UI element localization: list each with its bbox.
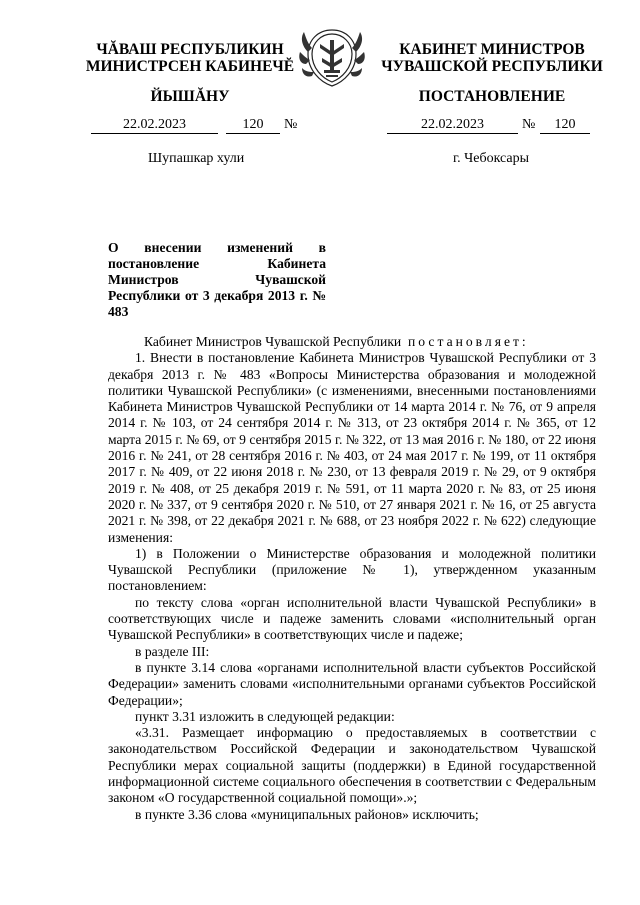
header-left-line1: ЧĂВАШ РЕСПУБЛИКИН — [96, 41, 284, 58]
left-number: 120 — [242, 117, 264, 132]
emblem-icon — [296, 24, 368, 92]
header-left-org — [70, 41, 310, 75]
paragraph-3: по тексту слова «орган исполнительной власти Чувашской Республики» в соответствующих числе и падеже заменить словами «исполнительный орган Чувашской Республики» в соответствующих числе и падеже; — [108, 594, 596, 643]
header-left-doc-type: ЙЫШĂНУ — [150, 88, 230, 105]
paragraph-6: пункт 3.31 изложить в следующей редакции: — [135, 708, 395, 724]
paragraph-8: в пункте 3.36 слова «муниципальных районов» исключить; — [135, 806, 479, 822]
paragraph-7: «3.31. Размещает информацию о предоставляемых в соответствии с законодательством Российской Федерации и законодательством Чувашской Республики мерах социальной защиты (поддержки) в Единой государственной информационной системе социального обеспечения в соответствии с Федеральным законом «О государственной социальной помощи».»; — [108, 725, 596, 806]
paragraph-1: 1. Внести в постановление Кабинета Министров Чувашской Республики от 3 декабря 2013 г. № 483 «Вопросы Министерства образования и молодежной политики Чувашской Республики» (с изменениями, внесенными постановлениями Кабинета Министров Чувашской Республики от 14 марта 2014 г. № 76, от 9 апреля 2014 г. № 103, от 24 сентября 2014 г. № 313, от 23 октября 2014 г. № 365, от 12 марта 2015 г. № 69, от 9 сентября 2015 г. № 322, от 13 мая 2016 г. № 180, от 22 июня 2016 г. № 241, от 28 сентября 2016 г. № 403, от 24 мая 2017 г. № 199, от 11 октября 2017 г. № 409, от 22 июня 2018 г. № 230, от 13 февраля 2019 г. № 29, от 9 октября 2019 г. № 408, от 25 декабря 2019 г. № 591, от 11 марта 2020 г. № 83, от 25 июня 2020 г. № 337, от 9 сентября 2020 г. № 510, от 27 января 2021 г. № 16, от 25 августа 2021 г. № 398, от 22 декабря 2021 г. № 688, от 23 ноября 2022 г. № 622) следующие изменения: — [108, 350, 596, 545]
paragraph-4: в разделе III: — [135, 643, 210, 659]
paragraph-2: 1) в Положении о Министерстве образования и молодежной политики Чувашской Республики (приложение № 1), утвержденном указанным постановлением: — [108, 545, 596, 594]
paragraph-5: в пункте 3.14 слова «органами исполнительной власти субъектов Российской Федерации» заменить словами «исполнительными органами субъектов Российской Федерации»; — [108, 659, 596, 708]
header-left-line2: МИНИСТРСЕН КАБИНЕЧĔ — [85, 58, 295, 75]
left-number-sign: № — [284, 117, 298, 132]
header-right-org — [372, 41, 612, 75]
right-city: г. Чебоксары — [453, 151, 530, 166]
left-date: 22.02.2023 — [123, 117, 186, 132]
intro-text: Кабинет Министров Чувашской Республики — [144, 334, 402, 349]
document-title: О внесении изменений в постановление Кабинета Министров Чувашской Республики от 3 декабря 2013 г. № 483 — [108, 240, 326, 319]
left-city: Шупашкар хули — [148, 151, 245, 166]
right-date: 22.02.2023 — [421, 117, 484, 132]
header-right-line2: ЧУВАШСКОЙ РЕСПУБЛИКИ — [381, 58, 603, 75]
right-number: 120 — [554, 117, 576, 132]
document-body — [108, 334, 596, 823]
header-right-doc-type: ПОСТАНОВЛЕНИЕ — [418, 88, 566, 105]
intro-paragraph — [108, 334, 596, 350]
coat-of-arms-emblem — [296, 24, 368, 92]
right-number-sign: № — [522, 117, 536, 132]
header-right-line1: КАБИНЕТ МИНИСТРОВ — [399, 41, 585, 58]
intro-verb: постановляет: — [408, 334, 529, 349]
